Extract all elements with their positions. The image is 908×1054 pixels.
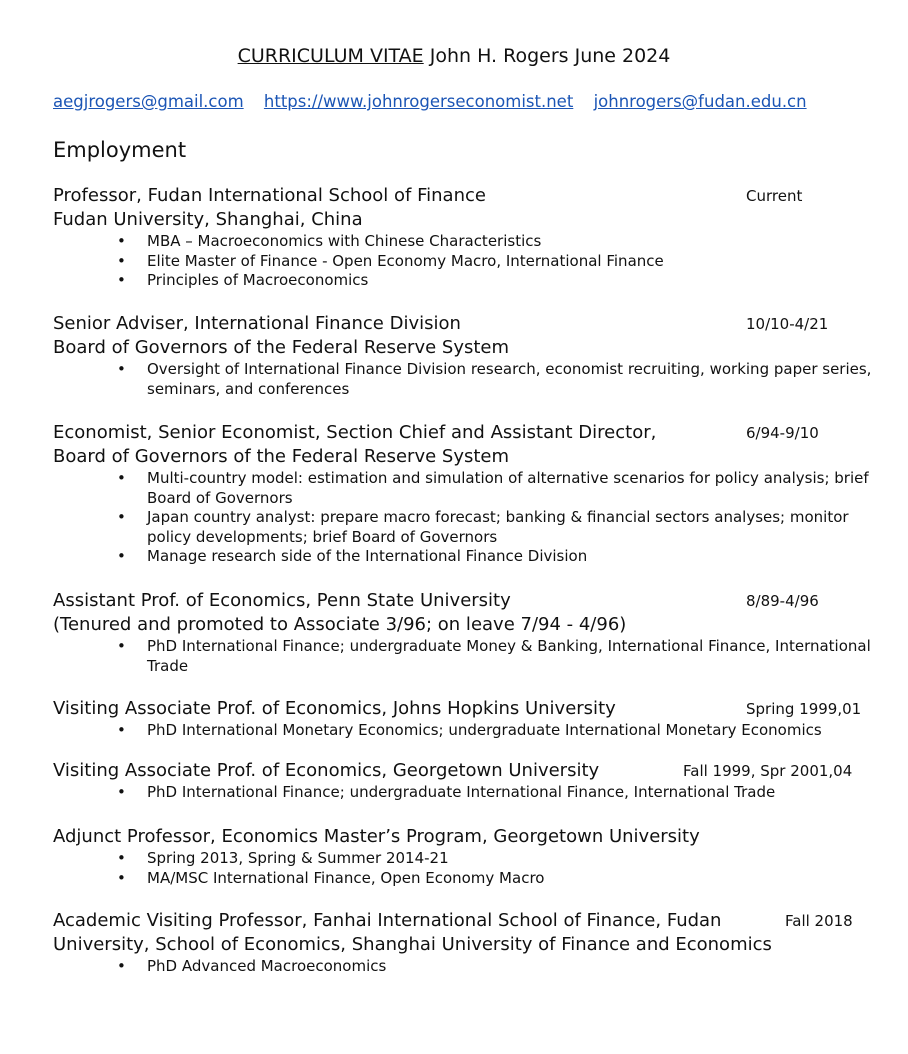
job-bullet: • Manage research side of the International Finance Division <box>53 547 883 567</box>
job-title: Professor, Fudan International School of Finance <box>53 185 486 206</box>
job-entry <box>53 909 883 977</box>
section-title-employment: Employment <box>53 138 187 162</box>
job-entry <box>53 759 883 803</box>
job-bullet: • Multi-country model: estimation and simulation of alternative scenarios for policy analysis; brief Board of Governors <box>53 469 883 508</box>
contact-links <box>53 91 807 113</box>
job-title: Assistant Prof. of Economics, Penn State University <box>53 590 511 611</box>
job-entry <box>53 184 883 291</box>
job-date: Fall 2018 <box>785 912 853 930</box>
job-entry <box>53 421 883 567</box>
job-entry <box>53 825 883 888</box>
job-entry <box>53 312 883 399</box>
name-and-date: John H. Rogers June 2024 <box>429 45 671 67</box>
cv-header <box>0 43 908 69</box>
job-bullets <box>53 637 883 676</box>
job-entry <box>53 697 883 741</box>
job-title: Academic Visiting Professor, Fanhai International School of Finance, Fudan <box>53 910 722 931</box>
job-title: Adjunct Professor, Economics Master’s Program, Georgetown University <box>53 826 700 847</box>
job-date: Spring 1999,01 <box>746 700 862 718</box>
job-date: 6/94-9/10 <box>746 424 819 442</box>
job-bullet: • Elite Master of Finance - Open Economy Macro, International Finance <box>53 252 883 272</box>
job-date: Current <box>746 187 803 205</box>
job-bullet: • Japan country analyst: prepare macro forecast; banking & financial sectors analyses; monitor policy developments; brief Board of Governors <box>53 508 883 547</box>
job-bullet: • PhD International Finance; undergraduate International Finance, International Trade <box>53 783 883 803</box>
job-organization: (Tenured and promoted to Associate 3/96; on leave 7/94 - 4/96) <box>53 614 627 635</box>
job-bullets <box>53 360 883 399</box>
job-bullet: • PhD Advanced Macroeconomics <box>53 957 883 977</box>
job-organization: University, School of Economics, Shanghai University of Finance and Economics <box>53 934 772 955</box>
email-link-gmail[interactable]: aegjrogers@gmail.com <box>53 92 244 111</box>
job-title: Senior Adviser, International Finance Division <box>53 313 461 334</box>
job-title: Visiting Associate Prof. of Economics, Johns Hopkins University <box>53 698 616 719</box>
job-date: Fall 1999, Spr 2001,04 <box>683 762 853 780</box>
job-title: Economist, Senior Economist, Section Chief and Assistant Director, <box>53 422 657 443</box>
job-bullets <box>53 232 883 291</box>
job-bullet: • MBA – Macroeconomics with Chinese Characteristics <box>53 232 883 252</box>
job-bullet: • MA/MSC International Finance, Open Economy Macro <box>53 869 883 889</box>
job-bullet: • Oversight of International Finance Division research, economist recruiting, working paper series, seminars, and conferences <box>53 360 883 399</box>
job-bullets <box>53 469 883 567</box>
website-link[interactable]: https://www.johnrogerseconomist.net <box>263 92 574 111</box>
job-bullet: • Spring 2013, Spring & Summer 2014-21 <box>53 849 883 869</box>
job-bullets <box>53 721 883 741</box>
email-link-fudan[interactable]: johnrogers@fudan.edu.cn <box>593 92 807 111</box>
cv-title: CURRICULUM VITAE <box>237 45 424 67</box>
job-bullet: • PhD International Finance; undergraduate Money & Banking, International Finance, International Trade <box>53 637 883 676</box>
job-title: Visiting Associate Prof. of Economics, Georgetown University <box>53 760 600 781</box>
job-entry <box>53 589 883 676</box>
job-bullet: • PhD International Monetary Economics; undergraduate International Monetary Economics <box>53 721 883 741</box>
job-bullets <box>53 849 883 888</box>
job-bullets <box>53 957 883 977</box>
job-bullet: • Principles of Macroeconomics <box>53 271 883 291</box>
job-bullets <box>53 783 883 803</box>
job-organization: Fudan University, Shanghai, China <box>53 209 363 230</box>
job-date: 10/10-4/21 <box>746 315 829 333</box>
job-organization: Board of Governors of the Federal Reserve System <box>53 446 510 467</box>
job-date: 8/89-4/96 <box>746 592 819 610</box>
job-organization: Board of Governors of the Federal Reserve System <box>53 337 510 358</box>
